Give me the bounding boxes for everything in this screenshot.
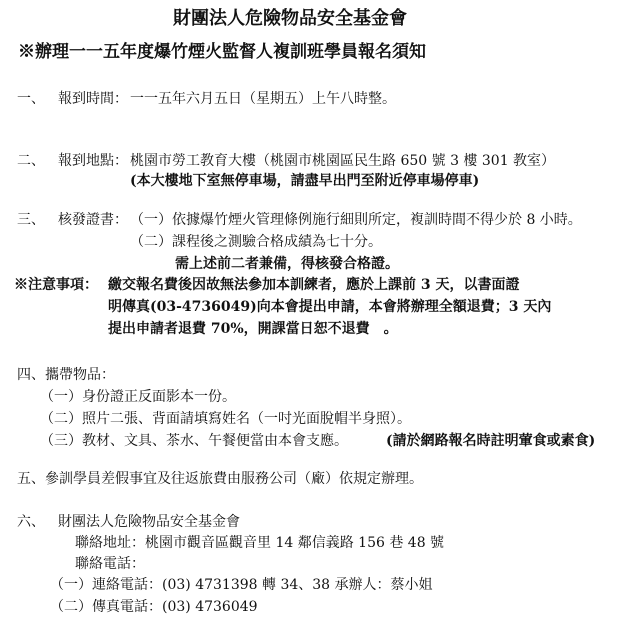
- contact-org: 財團法人危險物品安全基金會: [58, 514, 240, 530]
- contact-phone-label: 聯絡電話：: [75, 556, 145, 572]
- section-label: 報到時間：: [58, 91, 128, 107]
- section-label: 攜帶物品：: [45, 367, 115, 383]
- section-number: 六、: [17, 514, 45, 530]
- notice-line-1: 繳交報名費後因故無法參加本訓練者，應於上課前 3 天，以書面證: [108, 277, 520, 293]
- section-text: 一一五年六月五日（星期五）上午八時整。: [130, 91, 396, 107]
- section-text: 參訓學員差假事宜及往返旅費由服務公司（廠）依規定辦理。: [45, 471, 423, 487]
- section-number: 三、: [17, 212, 45, 228]
- contact-address: 聯絡地址：桃園市觀音區觀音里 14 鄰信義路 156 巷 48 號: [75, 535, 445, 551]
- meal-note: (請於網路報名時註明葷食或素食): [386, 433, 596, 449]
- section-label: 報到地點：: [58, 153, 128, 169]
- section-number: 二、: [17, 153, 45, 169]
- section-label: 核發證書：: [58, 212, 128, 228]
- contact-fax: （二）傳真電話：(03) 4736049: [50, 599, 258, 615]
- contact-phone: （一）連絡電話：(03) 4731398 轉 34、38 承辦人：蔡小姐: [50, 577, 433, 593]
- section-number: 四、: [17, 367, 45, 383]
- page-subtitle: ※辦理一一五年度爆竹煙火監督人複訓班學員報名須知: [18, 42, 426, 62]
- bring-item-1: （一）身份證正反面影本一份。: [40, 389, 236, 405]
- notice-label: ※注意事項：: [14, 277, 98, 293]
- notice-line-3: 提出申請者退費 70%，開課當日恕不退費 。: [108, 321, 398, 337]
- parking-note: (本大樓地下室無停車場，請盡早出門至附近停車場停車): [130, 173, 480, 189]
- section-number: 一、: [17, 91, 45, 107]
- page-title: 財團法人危險物品安全基金會: [173, 8, 407, 29]
- section-text: 桃園市勞工教育大樓（桃園市桃園區民生路 650 號 3 樓 301 教室）: [130, 153, 556, 169]
- section-number: 五、: [17, 471, 45, 487]
- bring-item-2: （二）照片二張、背面請填寫姓名（一吋光面脫帽半身照）。: [40, 411, 411, 427]
- bring-item-3: （三）教材、文具、茶水、午餐便當由本會支應。: [40, 433, 348, 449]
- certificate-condition-1: （一）依據爆竹煙火管理條例施行細則所定，複訓時間不得少於 8 小時。: [130, 212, 582, 228]
- certificate-requirement: 需上述前二者兼備，得核發合格證。: [175, 256, 399, 272]
- notice-line-2: 明傳真(03-4736049)向本會提出申請，本會將辦理全額退費；3 天內: [108, 299, 552, 315]
- certificate-condition-2: （二）課程後之測驗合格成績為七十分。: [130, 234, 382, 250]
